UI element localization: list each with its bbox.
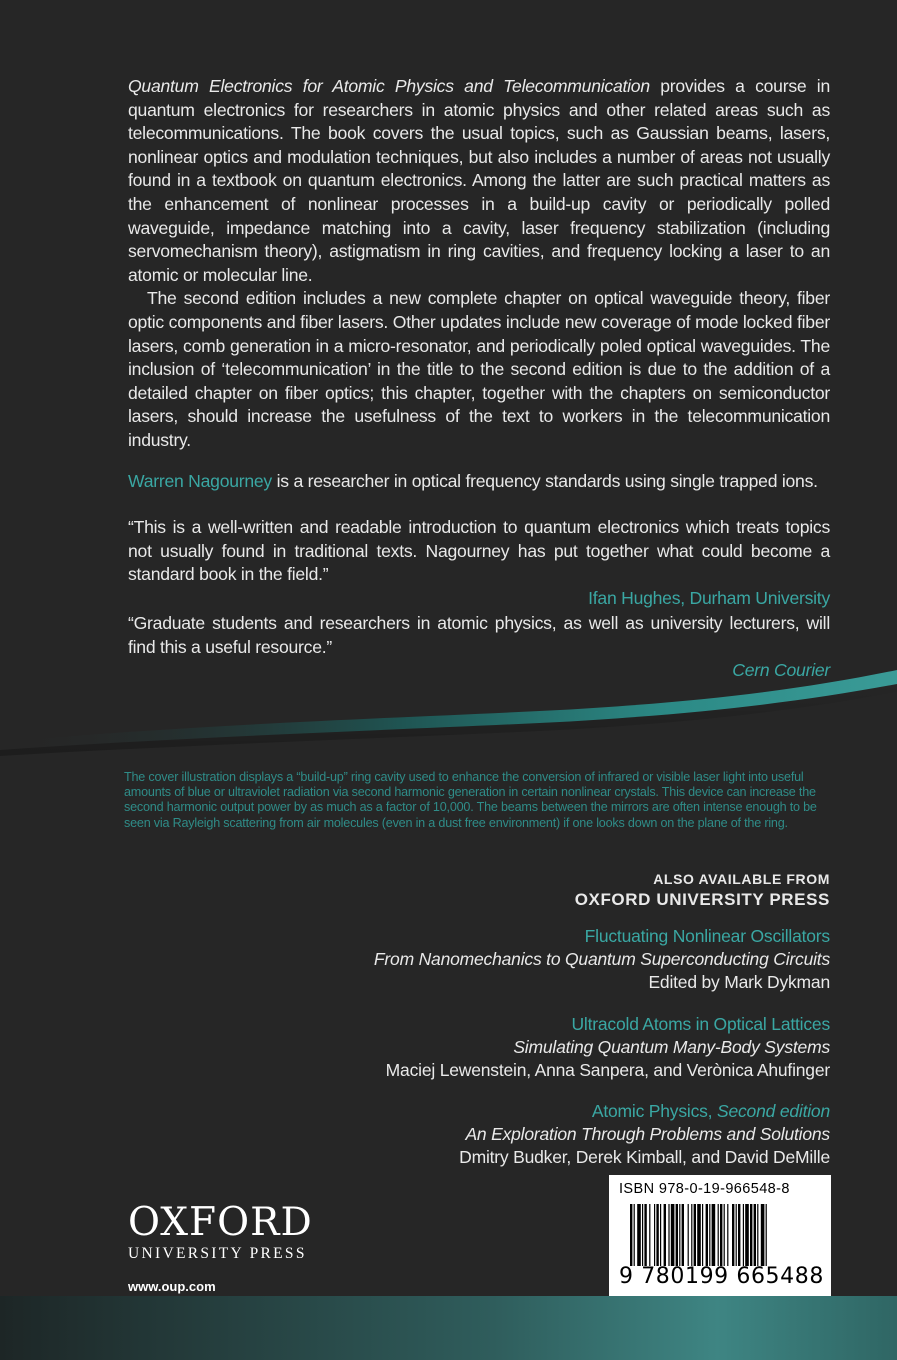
review-quote-2 [128,612,830,683]
isbn-barcode [609,1175,831,1296]
quote-source: Cern Courier [732,660,830,681]
related-book-2 [386,1013,830,1082]
description-paragraph-2: The second edition includes a new complete chapter on optical waveguide theory, fiber optic components and fiber lasers. Other updates include new coverage of mode locked fiber lasers, comb generation in a micro-resonator, and periodically poled optical waveguides. The inclusion of ‘telecommunication’ in the title to the second edition is due to the addition of a detailed chapter on fiber optics; this chapter, together with the chapters on semiconductor lasers, should increase the usefulness of the text to workers in the telecommunication industry. [128,288,830,450]
related-book-authors: Maciej Lewenstein, Anna Sanpera, and Verònica Ahufinger [385,1060,830,1080]
related-book-authors: Edited by Mark Dykman [648,972,830,992]
quote-text: “Graduate students and researchers in atomic physics, as well as university lecturers, will find this a useful resource.” [128,613,830,657]
barcode-bars [630,1204,820,1266]
related-book-title: Atomic Physics, Second edition [591,1101,830,1121]
review-quote-1 [128,516,830,610]
related-book-subtitle: Simulating Quantum Many-Body Systems [513,1037,830,1057]
related-book-subtitle: An Exploration Through Problems and Solutions [465,1124,830,1144]
isbn-label: ISBN 978-0-19-966548-8 [619,1181,790,1197]
isbn-digits: 9 780199 665488 [619,1264,824,1289]
quote-text: “This is a well-written and readable introduction to quantum electronics which treats topics not usually found in traditional texts. Nagourney has put together what could become a standard book in the field.” [128,517,830,585]
book-title-inline: Quantum Electronics for Atomic Physics and Telecommunication [128,76,650,96]
author-bio: Warren Nagourney is a researcher in optical frequency standards using single trapped ions. [128,471,818,491]
quote-source: Ifan Hughes, Durham University [588,587,830,608]
also-available-heading: ALSO AVAILABLE FROM OXFORD UNIVERSITY PRESS [574,871,830,909]
related-book-subtitle: From Nanomechanics to Quantum Superconducting Circuits [373,949,830,969]
related-book-1 [374,925,830,994]
related-book-3 [459,1100,830,1169]
description-paragraph-1: Quantum Electronics for Atomic Physics and Telecommunication provides a course in quantum electronics for researchers in atomic physics and other related areas such as telecommunications. The book covers the usual topics, such as Gaussian beams, lasers, nonlinear optics and modulation techniques, but also includes a number of areas not usually found in a textbook on quantum electronics. Among the latter are such practical matters as the enhancement of nonlinear processes in a build-up cavity or periodically polled waveguide, impedance matching into a cavity, laser frequency stabilization (including servomechanism theory), astigmatism in ring cavities, and frequency locking a laser to an atomic or molecular line. [128,76,830,285]
related-book-edition: Second edition [712,1101,830,1121]
related-book-title: Ultracold Atoms in Optical Lattices [571,1014,830,1034]
book-description [128,75,830,453]
related-book-title: Fluctuating Nonlinear Oscillators [584,926,830,946]
bottom-color-band [0,1296,897,1360]
author-name: Warren Nagourney [128,471,272,491]
oxford-university-press-logo: OXFORD UNIVERSITY PRESS [128,1200,313,1262]
related-book-authors: Dmitry Budker, Derek Kimball, and David DeMille [459,1147,830,1167]
publisher-url: www.oup.com [128,1279,216,1294]
cover-illustration-note: The cover illustration displays a “build-up” ring cavity used to enhance the conversion of infrared or visible laser light into useful amounts of blue or ultraviolet radiation via second harmonic generation in certain nonlinear crystals. This device can increase the second harmonic output power by as much as a factor of 10,000. The beams between the mirrors are often intense enough to be seen via Rayleigh scattering from air molecules (even in a dust free environment) if one looks down on the plane of the ring. [124,770,817,830]
